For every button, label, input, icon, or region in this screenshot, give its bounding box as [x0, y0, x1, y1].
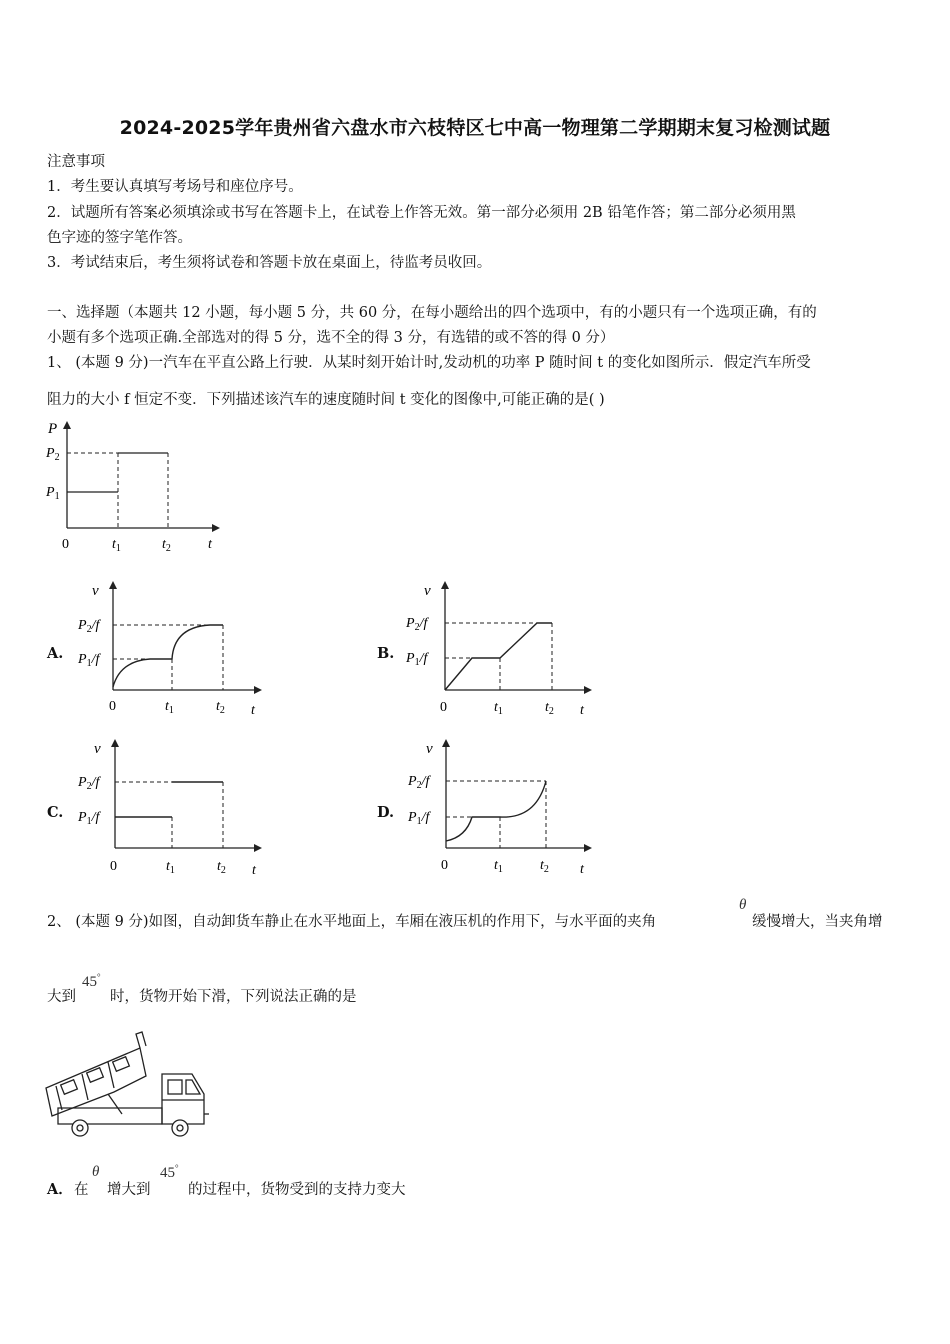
tailgate [136, 1032, 146, 1048]
svg-text:t: t [251, 703, 255, 715]
option-a-graph[interactable] [70, 575, 270, 715]
svg-text:P2/f: $P_2/f$ [408, 774, 430, 791]
page-title: 2024-2025学年贵州省六盘水市六枝特区七中高一物理第二学期期末复习检测试题 [119, 117, 831, 139]
svg-text:0: 0 [441, 858, 448, 873]
velocity-curve [113, 625, 223, 687]
q2-option-a-text-1: 在 [74, 1182, 89, 1198]
q2-line2-a: 大到 [47, 989, 76, 1005]
notice-item-3: 3．考试结束后，考生须将试卷和答题卡放在桌面上，待监考员收回。 [47, 255, 492, 271]
svg-text:t: t [580, 862, 584, 877]
q1-line1: 1、 (本题 9 分)一汽车在平直公路上行驶．从某时刻开始计时,发动机的功率 P 随时间 t 的变化如图所示．假定汽车所受 [47, 355, 811, 371]
svg-text:t2: $t_2$ [540, 858, 549, 875]
rear-wheel [72, 1120, 88, 1136]
svg-text:t2: $t_2$ [545, 700, 554, 715]
svg-text:P1/f: $P_1/f$ [406, 651, 428, 668]
option-b-graph[interactable] [400, 575, 600, 715]
svg-text:v: v [424, 583, 431, 599]
svg-text:0: 0 [110, 859, 117, 874]
p-axis-label: P [48, 421, 58, 437]
svg-text:t1: $t_1$ [494, 700, 503, 715]
section-1-line2: 小题有多个选项正确.全部选对的得 5 分，选不全的得 3 分，有选错的或不答的得 0 分） [47, 330, 615, 346]
notice-item-2-line2: 色字迹的签字笔作答。 [47, 230, 192, 246]
option-b-label[interactable]: B. [377, 645, 395, 662]
svg-text:0: 0 [440, 700, 447, 715]
q2-option-a-label[interactable]: A． [47, 1181, 73, 1198]
notice-item-1: 1．考生要认真填写考场号和座位序号。 [47, 179, 303, 195]
q2-line1-a: 2、 (本题 9 分)如图，自动卸货车静止在水平地面上，车厢在液压机的作用下，与水平面的夹角 [47, 914, 657, 930]
notice-item-2-line1: 2．试题所有答案必须填涂或书写在答题卡上，在试卷上作答无效。第一部分必须用 2B 铅笔作答；第二部分必须用黑 [47, 205, 796, 221]
svg-text:P2/f: $P_2/f$ [78, 775, 100, 792]
option-c-graph[interactable] [70, 733, 270, 878]
svg-text:v: v [94, 741, 101, 757]
q2-option-a-angle-45: 45° [160, 1163, 179, 1181]
dump-truck-figure [42, 1028, 217, 1140]
svg-text:t: t [252, 863, 256, 878]
option-d-label[interactable]: D. [377, 804, 395, 821]
p1-label: $P_1$ [46, 485, 60, 502]
q2-theta-symbol: θ [739, 897, 747, 913]
svg-text:t1: $t_1$ [165, 699, 174, 715]
section-1-line1: 一、选择题（本题共 12 小题，每小题 5 分，共 60 分，在每小题给出的四个选项中，有的小题只有一个选项正确，有的 [47, 305, 817, 321]
svg-text:P1/f: $P_1/f$ [78, 810, 100, 827]
velocity-curve [446, 781, 546, 841]
t2-label: $t_2$ [162, 537, 171, 554]
svg-text:v: v [426, 741, 433, 757]
front-wheel [172, 1120, 188, 1136]
option-a-label[interactable]: A. [47, 645, 64, 662]
svg-text:0: 0 [109, 699, 116, 714]
svg-text:v: v [92, 583, 99, 599]
svg-text:P1/f: $P_1/f$ [78, 652, 100, 669]
bed-window [61, 1080, 78, 1095]
t-axis-label: t [208, 537, 212, 552]
velocity-curve [115, 782, 223, 817]
svg-text:t1: $t_1$ [166, 859, 175, 876]
svg-text:t: t [580, 703, 584, 715]
velocity-curve [445, 623, 552, 690]
q2-line2-b: 时，货物开始下滑，下列说法正确的是 [110, 989, 357, 1005]
option-c-label[interactable]: C. [47, 804, 64, 821]
cab-window [168, 1080, 182, 1094]
svg-text:t2: $t_2$ [216, 699, 225, 715]
truck-chassis [58, 1108, 162, 1124]
svg-text:P2/f: $P_2/f$ [406, 616, 428, 633]
q2-option-a-theta: θ [92, 1164, 100, 1180]
svg-text:P2/f: $P_2/f$ [78, 618, 100, 635]
notice-heading: 注意事项 [47, 154, 105, 170]
q2-option-a-text-3: 的过程中，货物受到的支持力变大 [188, 1182, 406, 1198]
svg-text:t1: $t_1$ [494, 858, 503, 875]
origin-label: 0 [62, 537, 69, 552]
hydraulic-piston [108, 1094, 122, 1114]
option-d-graph[interactable] [400, 733, 600, 878]
svg-text:P1/f: $P_1/f$ [408, 810, 430, 827]
q1-line2: 阻力的大小 f 恒定不变．下列描述该汽车的速度随时间 t 变化的图像中,可能正确的是( ) [47, 392, 605, 408]
t1-label: $t_1$ [112, 537, 121, 554]
svg-text:t2: $t_2$ [217, 859, 226, 876]
q2-line1-b: 缓慢增大，当夹角增 [752, 914, 883, 930]
q2-option-a-text-2: 增大到 [107, 1182, 151, 1198]
q1-power-time-graph [40, 415, 230, 555]
p2-label: $P_2$ [46, 446, 60, 463]
q2-angle-45: 45° [82, 972, 101, 990]
